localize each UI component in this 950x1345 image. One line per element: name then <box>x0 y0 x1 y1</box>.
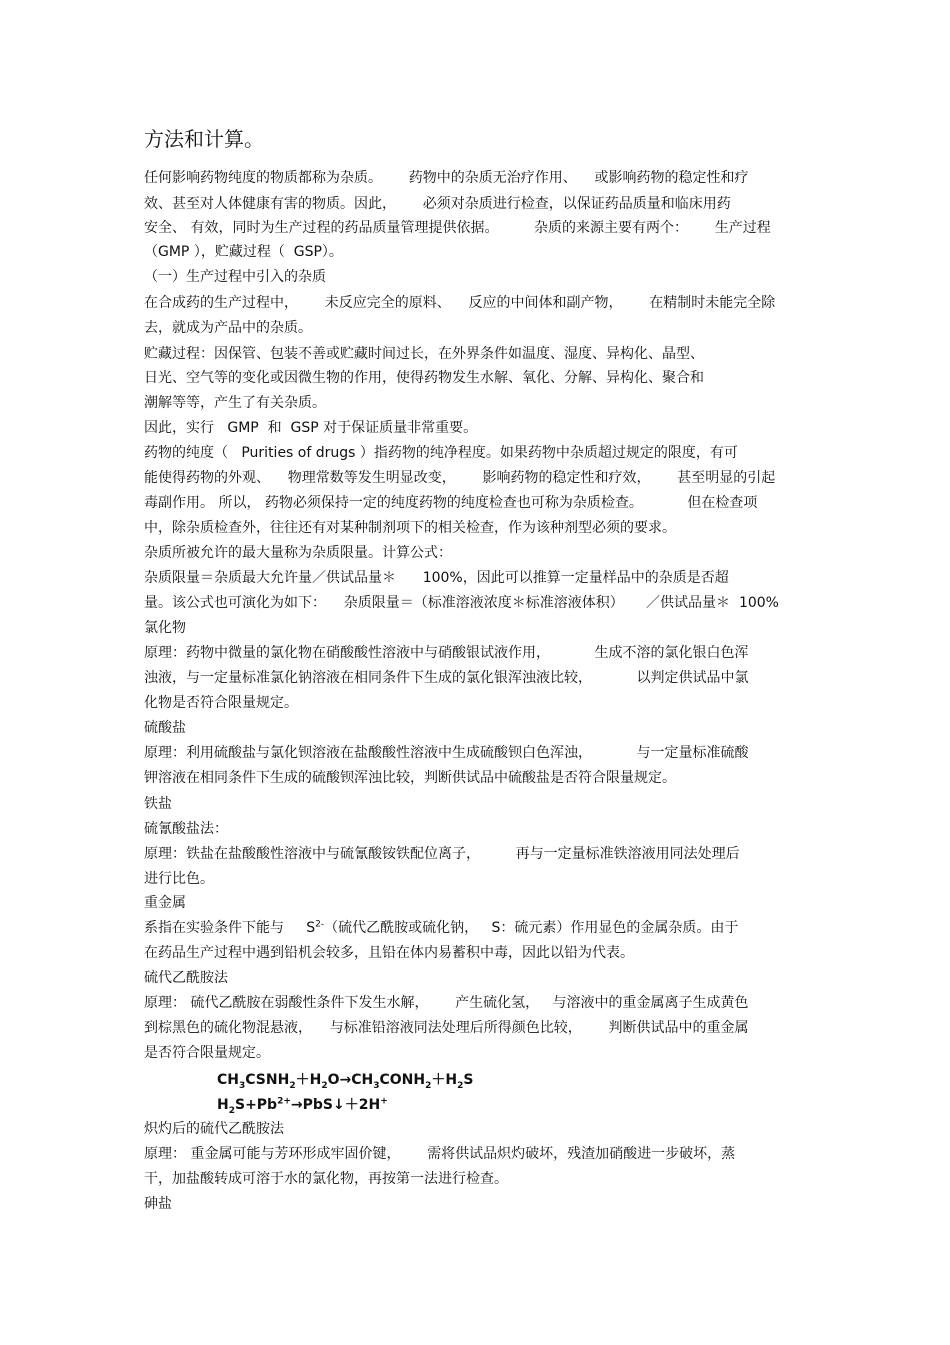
section-heading: 硫氰酸盐法： <box>144 821 228 837</box>
eq-part: H <box>217 1097 229 1113</box>
section-heading: 硫代乙酰胺法 <box>144 970 228 986</box>
text-line: 任何影响药物纯度的物质都称为杂质。 药物中的杂质无治疗作用、 或影响药物的稳定性和疗 <box>144 170 749 186</box>
text-line: 能使得药物的外观、 物理常数等发生明显改变， 影响药物的稳定性和疗效， 甚至明显的引起 <box>144 470 776 486</box>
text-line: 中，除杂质检查外，往往还有对某种制剂项下的相关检查，作为该种剂型必须的要求。 <box>144 520 676 536</box>
text-line: 干，加盐酸转成可溶于水的氯化物，再按第一法进行检查。 <box>144 1171 508 1187</box>
section-heading: 氯化物 <box>144 620 186 636</box>
text-line: 潮解等等，产生了有关杂质。 <box>144 395 326 411</box>
eq-part: O→CH <box>327 1072 374 1088</box>
text-line: 化物是否符合限量规定。 <box>144 695 298 711</box>
section-heading: 炽灼后的硫代乙酰胺法 <box>144 1121 284 1137</box>
text-line: 到棕黑色的硫化物混悬液， 与标准铅溶液同法处理后所得颜色比较， 判断供试品中的重金属 <box>144 1020 749 1036</box>
equation-hydrolysis <box>217 1070 473 1090</box>
eq-subscript: 2 <box>425 1080 432 1091</box>
eq-subscript: 2 <box>457 1080 464 1091</box>
text-line: 原理：利用硫酸盐与氯化钡溶液在盐酸酸性溶液中生成硫酸钡白色浑浊， 与一定量标准硫酸 <box>144 745 749 761</box>
text-line: 效、甚至对人体健康有害的物质。因此， 必须对杂质进行检查，以保证药品质量和临床用药 <box>144 196 731 212</box>
section-heading: 硫酸盐 <box>144 720 186 736</box>
eq-part: →PbS↓＋2H <box>290 1097 381 1113</box>
eq-subscript: 3 <box>373 1080 380 1091</box>
eq-part: CONH <box>379 1072 426 1088</box>
text-line: 进行比色。 <box>144 871 214 887</box>
text-line: 杂质限量＝杂质最大允许量／供试品量＊ 100%，因此可以推算一定量样品中的杂质是否超 <box>144 570 729 586</box>
eq-superscript: 2+ <box>277 1096 291 1107</box>
eq-superscript: + <box>380 1096 388 1107</box>
metal-line-superscript: 2- <box>315 919 325 930</box>
eq-subscript: 2 <box>321 1080 328 1091</box>
text-line: 在药品生产过程中遇到铅机会较多，且铅在体内易蓄积中毒，因此以铅为代表。 <box>144 945 634 961</box>
eq-subscript: 3 <box>239 1080 246 1091</box>
text-line: 在合成药的生产过程中， 未反应完全的原料、 反应的中间体和副产物， 在精制时未能完全除 <box>144 295 776 311</box>
eq-part: S <box>463 1072 474 1088</box>
text-line: 杂质所被允许的最大量称为杂质限量。计算公式： <box>144 545 452 561</box>
text-line: 量。该公式也可演化为如下： 杂质限量＝（标准溶液浓度＊标准溶液体积） ／供试品量＊ 100% <box>144 595 779 611</box>
eq-subscript: 2 <box>289 1080 296 1091</box>
section-heading: （一）生产过程中引入的杂质 <box>144 269 326 285</box>
text-line: （GMP ），贮藏过程（ GSP）。 <box>144 244 343 260</box>
metal-line-post: （硫代乙酰胺或硫化钠， S：硫元素）作用显色的金属杂质。由于 <box>324 920 739 936</box>
text-line: 贮藏过程：因保管、包装不善或贮藏时间过长，在外界条件如温度、湿度、异构化、晶型、 <box>144 346 704 362</box>
text-line: 原理：铁盐在盐酸酸性溶液中与硫氰酸铵铁配位离子， 再与一定量标准铁溶液用同法处理后 <box>144 846 740 862</box>
text-line: 是否符合限量规定。 <box>144 1045 270 1061</box>
text-line: 日光、空气等的变化或因微生物的作用，使得药物发生水解、氧化、分解、异构化、聚合和 <box>144 370 704 386</box>
text-line: 钾溶液在相同条件下生成的硫酸钡浑浊比较，判断供试品中硫酸盐是否符合限量规定。 <box>144 770 676 786</box>
eq-subscript: 2 <box>228 1105 235 1116</box>
text-line: 原理： 重金属可能与芳环形成牢固价键， 需将供试品炽灼破坏，残渣加硝酸进一步破坏，蒸 <box>144 1146 736 1162</box>
eq-part: ＋H <box>295 1072 322 1088</box>
text-line: 去，就成为产品中的杂质。 <box>144 320 312 336</box>
text-line: 安全、 有效，同时为生产过程的药品质量管理提供依据。 杂质的来源主要有两个： 生产过程 <box>144 220 771 236</box>
equation-precipitation <box>217 1095 388 1115</box>
eq-part: ＋H <box>431 1072 458 1088</box>
text-line: 毒副作用。 所以， 药物必须保持一定的纯度药物的纯度检查也可称为杂质检查。 但在检查项 <box>144 495 758 511</box>
metal-line-pre: 系指在实验条件下能与 S <box>144 920 316 936</box>
text-line <box>144 918 738 938</box>
page-title: 方法和计算。 <box>144 127 264 151</box>
eq-part: CH <box>217 1072 239 1088</box>
section-heading: 重金属 <box>144 895 186 911</box>
text-line: 药物的纯度（ Purities of drugs ）指药物的纯净程度。如果药物中杂质超过规定的限度，有可 <box>144 445 738 461</box>
section-heading: 铁盐 <box>144 796 172 812</box>
eq-part: CSNH <box>245 1072 290 1088</box>
section-heading: 砷盐 <box>144 1196 172 1212</box>
text-line: 原理： 硫代乙酰胺在弱酸性条件下发生水解， 产生硫化氢， 与溶液中的重金属离子生成黄色 <box>144 995 749 1011</box>
text-line: 浊液，与一定量标准氯化钠溶液在相同条件下生成的氯化银浑浊液比较， 以判定供试品中氯 <box>144 670 749 686</box>
text-line: 原理：药物中微量的氯化物在硝酸酸性溶液中与硝酸银试液作用， 生成不溶的氯化银白色浑 <box>144 645 749 661</box>
eq-part: S+Pb <box>234 1097 278 1113</box>
text-line: 因此，实行 GMP 和 GSP 对于保证质量非常重要。 <box>144 420 478 436</box>
